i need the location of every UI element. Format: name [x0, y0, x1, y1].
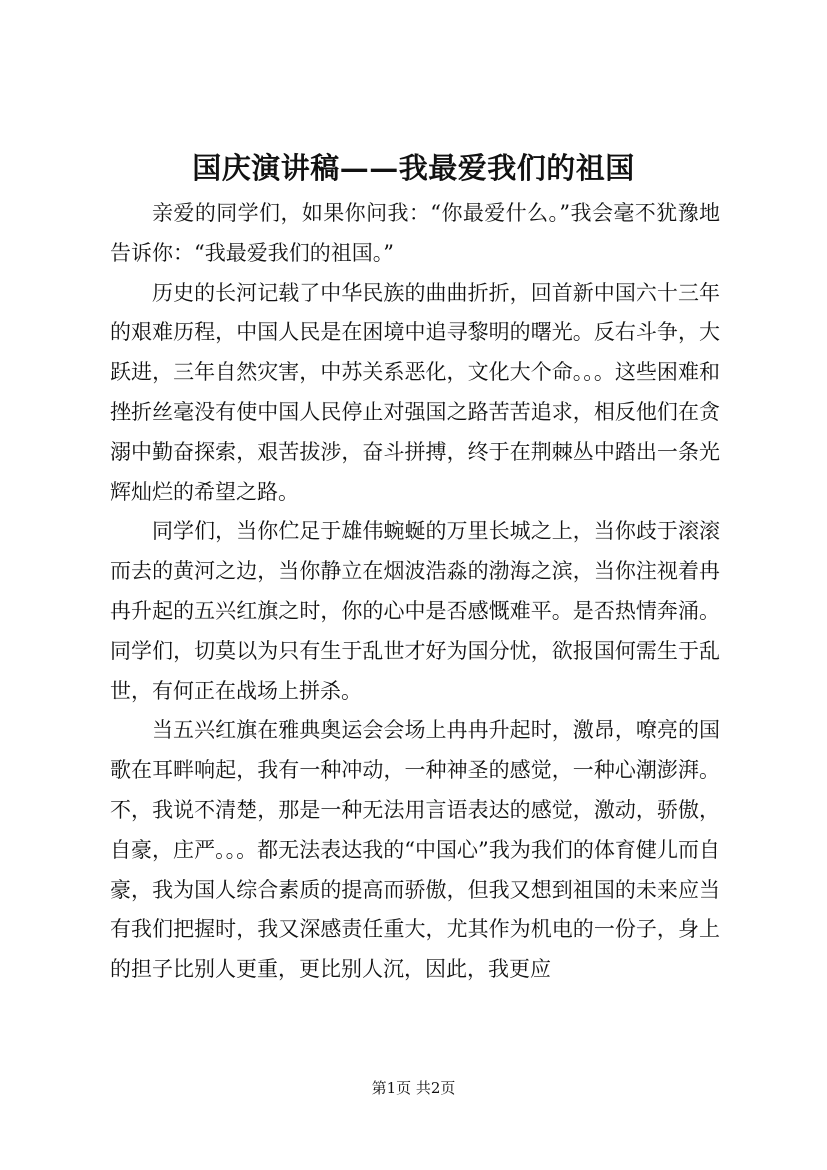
paragraph-1: 亲爱的同学们，如果你问我：“你最爱什么。”我会毫不犹豫地告诉你：“我最爱我们的祖国。” [110, 201, 720, 265]
page-number-footer: 第1页 共2页 [371, 1079, 456, 1097]
paragraph-4: 当五兴红旗在雅典奥运会会场上冉冉升起时，激昂，嘹亮的国歌在耳畔响起，我有一种冲动，一种神圣的感觉，一种心潮澎湃。不，我说不清楚，那是一种无法用言语表达的感觉，激动，骄傲，自豪，庄严。。。都无法表达我的“中国心”我为我们的体育健儿而自豪，我为国人综合素质的提高而骄傲，但我又想到祖国的未来应当有我们把握时，我又深感责任重大，尤其作为机电的一份子，身上的担子比别人更重，更比别人沉，因此，我更应 [110, 718, 720, 982]
paragraph-2: 历史的长河记载了中华民族的曲曲折折，回首新中国六十三年的艰难历程，中国人民是在困境中追寻黎明的曙光。反右斗争，大跃进，三年自然灾害，中苏关系恶化，文化大个命。。。这些困难和挫折丝毫没有使中国人民停止对强国之路苦苦追求，相反他们在贪溺中勤奋探索，艰苦拔涉，奋斗拼搏，终于在荆棘丛中踏出一条光辉灿烂的希望之路。 [110, 280, 720, 504]
document-title: 国庆演讲稿——我最爱我们的祖国 [192, 151, 635, 185]
paragraph-3: 同学们，当你伫足于雄伟蜿蜒的万里长城之上，当你歧于滚滚而去的黄河之边，当你静立在烟波浩淼的渤海之滨，当你注视着冉冉升起的五兴红旗之时，你的心中是否感慨难平。是否热情奔涌。同学们，切莫以为只有生于乱世才好为国分忧，欲报国何需生于乱世，有何正在战场上拼杀。 [110, 519, 720, 703]
document-body [110, 194, 720, 990]
